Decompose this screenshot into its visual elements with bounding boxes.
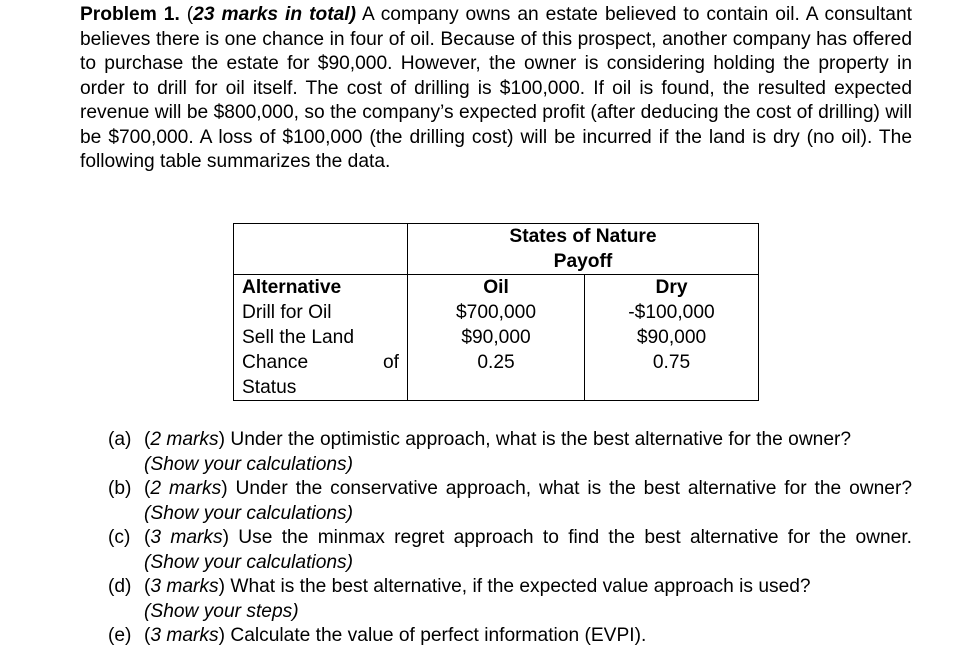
- chance-dry-value: 0.75: [652, 352, 691, 373]
- problem-label: Problem 1.: [80, 4, 180, 25]
- drill-dry-value: -$100,000: [628, 302, 715, 323]
- sell-dry-value: $90,000: [636, 327, 707, 348]
- chance-status: Status: [242, 377, 297, 398]
- question-e: (e) (3 marks) Calculate the value of perfect information (EVPI).: [108, 625, 647, 646]
- question-note: (Show your calculations): [144, 551, 354, 573]
- question-note: (Show your steps): [144, 600, 299, 622]
- problem-body: A company owns an estate believed to contain oil. A consultant believes there is one chance in four of oil. Because of this prospect, another company has offered to purchase the estate for $90,000. However, the owner is considering holding the property in order to drill for oil itself. The cost of drilling is $100,000. If oil is found, the resulted expected revenue will be $800,000, so the company’s expected profit (after deducing the cost of drilling) will be $700,000. A loss of $100,000 (the drilling cost) will be incurred if the land is dry (no oil). The following table summarizes the data.: [80, 4, 912, 172]
- dry-column: [585, 275, 759, 401]
- question-a: (a) (2 marks) Under the optimistic approach, what is the best alternative for the owner? (Show your calculations): [108, 429, 852, 475]
- dry-header: Dry: [655, 277, 688, 298]
- question-list: [108, 428, 912, 649]
- table-body-row: [234, 275, 759, 401]
- alternatives-column: [234, 275, 408, 401]
- table-header-row: [234, 224, 759, 275]
- question-marks: 2 marks: [150, 429, 219, 450]
- empty-header-cell: [234, 224, 408, 275]
- question-marks: 3 marks: [150, 625, 219, 646]
- question-marks: 2 marks: [150, 478, 222, 499]
- chance-of: of: [382, 352, 399, 373]
- chance-oil-value: 0.25: [477, 352, 515, 373]
- question-b: (b) (2 marks) Under the conservative approach, what is the best alternative for the owner? (Show your calculations): [108, 478, 913, 524]
- chance-line: [242, 350, 399, 375]
- oil-column: [408, 275, 585, 401]
- question-marks: 3 marks: [150, 527, 223, 548]
- drill-oil-value: $700,000: [455, 302, 537, 323]
- payoff-table: [233, 223, 759, 401]
- chance-word: Chance: [242, 352, 309, 373]
- payoff-label: Payoff: [553, 251, 613, 272]
- states-payoff-header: [408, 224, 759, 275]
- question-c: (c) (3 marks) Use the minmax regret approach to find the best alternative for the owner. (Show your calculations): [108, 527, 912, 573]
- problem-statement: [80, 3, 912, 175]
- marks-open-paren: (: [186, 4, 194, 25]
- sell-oil-value: $90,000: [461, 327, 531, 348]
- problem-marks: 23 marks in total): [193, 4, 356, 25]
- question-note: (Show your calculations): [144, 453, 354, 475]
- alt-drill: Drill for Oil: [242, 302, 332, 323]
- states-of-nature-label: States of Nature: [509, 226, 657, 247]
- alt-sell: Sell the Land: [242, 327, 355, 348]
- question-marks: 3 marks: [150, 576, 219, 597]
- oil-header: Oil: [483, 277, 509, 298]
- question-note: (Show your calculations): [144, 502, 354, 524]
- question-d: (d) (3 marks) What is the best alternative, if the expected value approach is used? (Show your steps): [108, 576, 811, 622]
- alternative-header: Alternative: [242, 277, 342, 298]
